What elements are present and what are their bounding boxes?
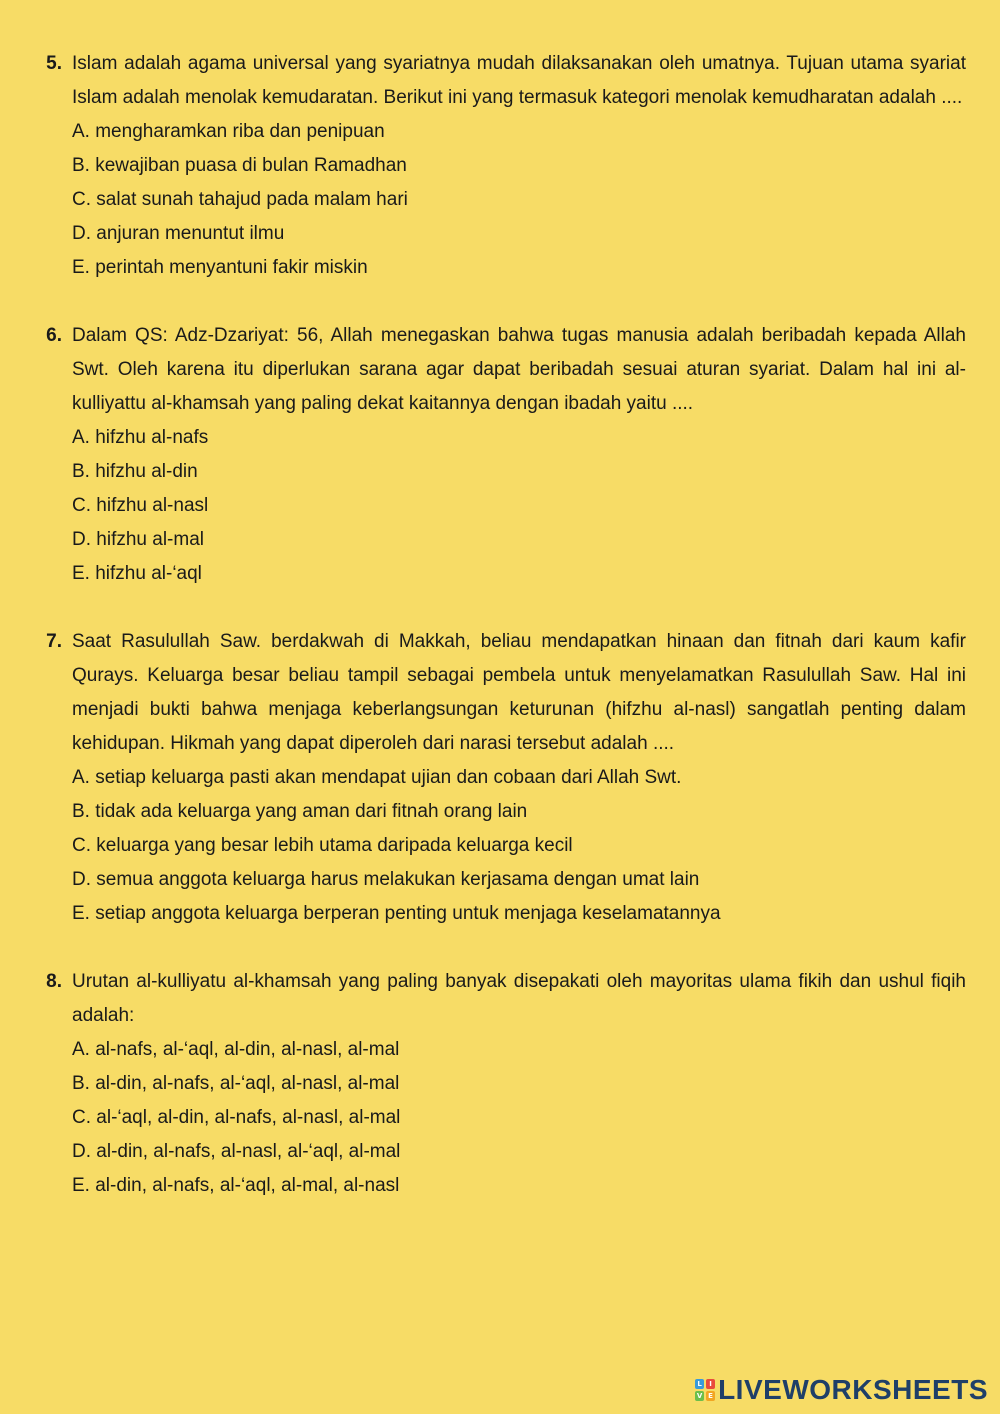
- question-text: Islam adalah agama universal yang syariatnya mudah dilaksanakan oleh umatnya. Tujuan utama syariat Islam adalah menolak kemudaratan. Berikut ini yang termasuk kategori menolak kemudharatan adalah ....: [72, 53, 966, 108]
- logo-tile-v: V: [696, 1392, 703, 1400]
- question-number: 5.: [46, 53, 62, 74]
- logo-text: LIVEWORKSHEETS: [718, 1374, 988, 1405]
- worksheet-page: [0, 47, 1000, 1237]
- answer-options: [72, 761, 966, 931]
- answer-option-b[interactable]: B. kewajiban puasa di bulan Ramadhan: [72, 155, 407, 176]
- answer-option-e[interactable]: E. perintah menyantuni fakir miskin: [72, 257, 368, 278]
- question-6: [0, 319, 1000, 591]
- answer-option-e[interactable]: E. al-din, al-nafs, al-‘aql, al-mal, al-nasl: [72, 1175, 400, 1196]
- logo-tile-l: L: [695, 1379, 704, 1389]
- liveworksheets-brand[interactable]: [695, 1374, 988, 1406]
- logo-tile-e: E: [706, 1391, 715, 1401]
- answer-options: [72, 1033, 966, 1203]
- answer-option-c[interactable]: C. hifzhu al-nasl: [72, 495, 209, 516]
- answer-options: [72, 421, 966, 591]
- liveworksheets-logo-icon: [695, 1379, 715, 1401]
- question-text: Dalam QS: Adz-Dzariyat: 56, Allah menegaskan bahwa tugas manusia adalah beribadah kepada Allah Swt. Oleh karena itu diperlukan sarana agar dapat beribadah sesuai aturan syariat. Dalam hal ini al-kulliyattu al-khamsah yang paling dekat kaitannya dengan ibadah yaitu ....: [72, 325, 966, 414]
- question-7: [0, 625, 1000, 931]
- answer-option-d[interactable]: D. hifzhu al-mal: [72, 529, 204, 550]
- answer-option-c[interactable]: C. al-‘aql, al-din, al-nafs, al-nasl, al-mal: [72, 1107, 401, 1128]
- answer-option-e[interactable]: E. setiap anggota keluarga berperan penting untuk menjaga keselamatannya: [72, 903, 721, 924]
- question-text: Urutan al-kulliyatu al-khamsah yang paling banyak disepakati oleh mayoritas ulama fikih dan ushul fiqih adalah:: [72, 971, 966, 1026]
- question-5: [0, 47, 1000, 285]
- question-number: 6.: [46, 325, 62, 346]
- answer-option-d[interactable]: D. anjuran menuntut ilmu: [72, 223, 285, 244]
- answer-option-e[interactable]: E. hifzhu al-‘aql: [72, 563, 202, 584]
- answer-option-a[interactable]: A. hifzhu al-nafs: [72, 427, 209, 448]
- question-number: 8.: [46, 971, 62, 992]
- answer-option-d[interactable]: D. semua anggota keluarga harus melakukan kerjasama dengan umat lain: [72, 869, 700, 890]
- answer-option-d[interactable]: D. al-din, al-nafs, al-nasl, al-‘aql, al-mal: [72, 1141, 401, 1162]
- answer-option-b[interactable]: B. hifzhu al-din: [72, 461, 198, 482]
- answer-option-c[interactable]: C. salat sunah tahajud pada malam hari: [72, 189, 408, 210]
- answer-option-a[interactable]: A. al-nafs, al-‘aql, al-din, al-nasl, al-mal: [72, 1039, 400, 1060]
- question-8: [0, 965, 1000, 1203]
- question-text: Saat Rasulullah Saw. berdakwah di Makkah, beliau mendapatkan hinaan dan fitnah dari kaum kafir Qurays. Keluarga besar beliau tampil sebagai pembela untuk menyelamatkan Rasulullah Saw. Hal ini menjadi bukti bahwa menjaga keberlangsungan keturunan (hifzhu al-nasl) sangatlah penting dalam kehidupan. Hikmah yang dapat diperoleh dari narasi tersebut adalah ....: [72, 631, 966, 754]
- answer-option-b[interactable]: B. tidak ada keluarga yang aman dari fitnah orang lain: [72, 801, 528, 822]
- answer-option-a[interactable]: A. setiap keluarga pasti akan mendapat ujian dan cobaan dari Allah Swt.: [72, 767, 682, 788]
- answer-option-a[interactable]: A. mengharamkan riba dan penipuan: [72, 121, 385, 142]
- question-number: 7.: [46, 631, 62, 652]
- answer-option-b[interactable]: B. al-din, al-nafs, al-‘aql, al-nasl, al-mal: [72, 1073, 400, 1094]
- logo-tile-i: I: [706, 1379, 715, 1389]
- answer-options: [72, 115, 966, 285]
- answer-option-c[interactable]: C. keluarga yang besar lebih utama daripada keluarga kecil: [72, 835, 573, 856]
